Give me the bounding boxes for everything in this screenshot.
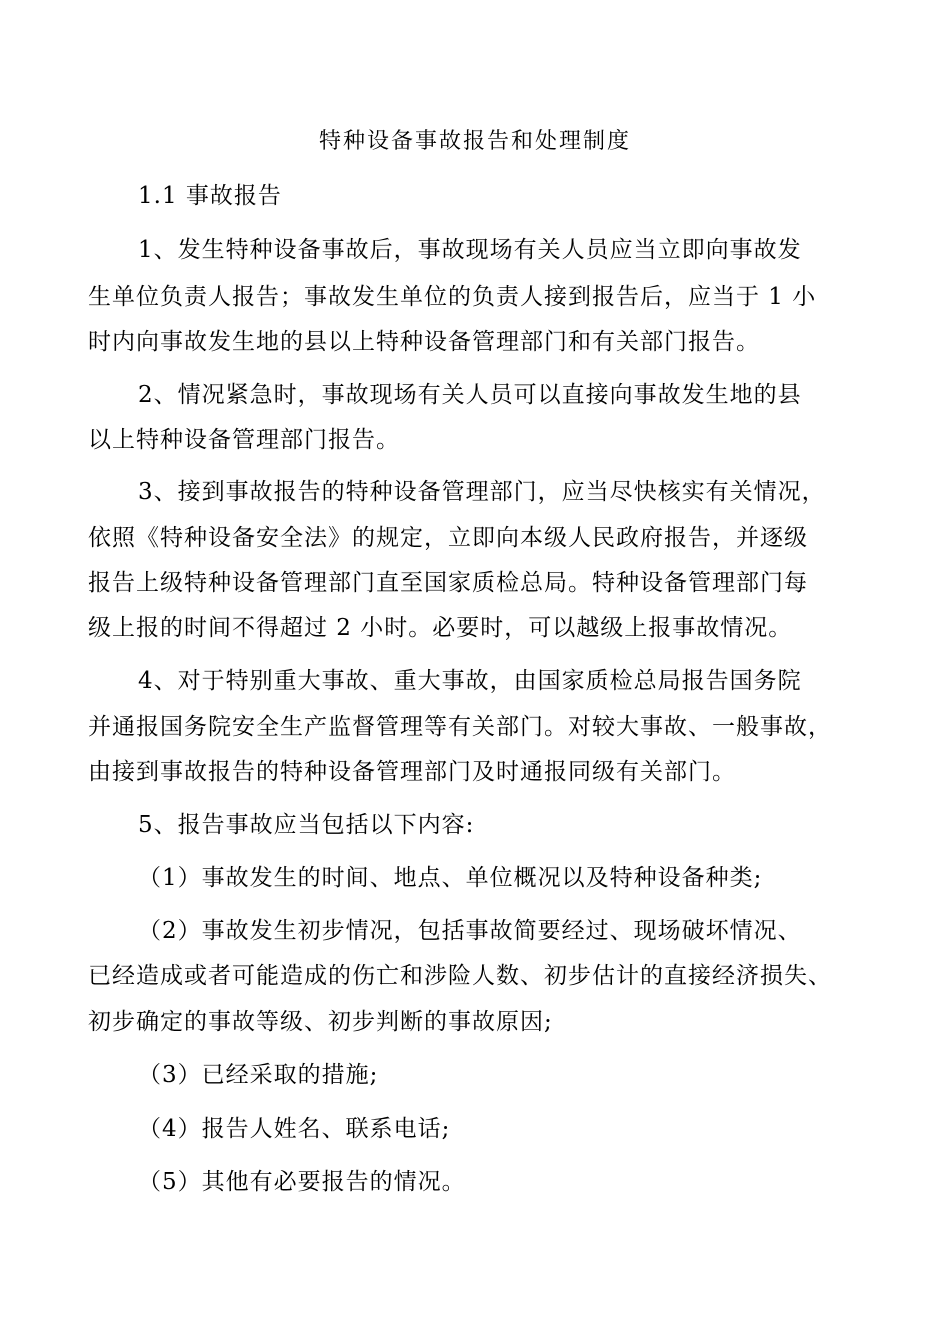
list-item-2-line-3: 初步确定的事故等级、初步判断的事故原因; [88, 1009, 553, 1035]
list-item-2-line-1: （2）事故发生初步情况，包括事故简要经过、现场破坏情况、 [138, 918, 802, 944]
paragraph-4-line-3: 由接到事故报告的特种设备管理部门及时通报同级有关部门。 [88, 759, 736, 785]
paragraph-3-line-2: 依照《特种设备安全法》的规定，立即向本级人民政府报告，并逐级 [88, 525, 808, 551]
list-item-4: （4）报告人姓名、联系电话; [138, 1116, 451, 1142]
paragraph-1-line-3: 时内向事故发生地的县以上特种设备管理部门和有关部门报告。 [88, 329, 760, 355]
paragraph-3-line-3: 报告上级特种设备管理部门直至国家质检总局。特种设备管理部门每 [88, 570, 808, 596]
list-item-1: （1）事故发生的时间、地点、单位概况以及特种设备种类; [138, 865, 763, 891]
paragraph-3-line-4: 级上报的时间不得超过 2 小时。必要时，可以越级上报事故情况。 [88, 615, 793, 641]
paragraph-4-line-2: 并通报国务院安全生产监督管理等有关部门。对较大事故、一般事故， [88, 714, 832, 740]
list-item-5: （5）其他有必要报告的情况。 [138, 1169, 466, 1195]
paragraph-4-line-1: 4、对于特别重大事故、重大事故，由国家质检总局报告国务院 [138, 668, 802, 694]
paragraph-2-line-1: 2、情况紧急时，事故现场有关人员可以直接向事故发生地的县 [138, 382, 802, 408]
list-item-3: （3）已经采取的措施; [138, 1062, 379, 1088]
list-item-2-line-2: 已经造成或者可能造成的伤亡和涉险人数、初步估计的直接经济损失、 [88, 963, 832, 989]
paragraph-1-line-2: 生单位负责人报告；事故发生单位的负责人接到报告后，应当于 1 小 [88, 284, 817, 310]
paragraph-1-line-1: 1、发生特种设备事故后，事故现场有关人员应当立即向事故发 [138, 237, 802, 263]
section-heading: 1.1 事故报告 [138, 183, 282, 209]
document-title: 特种设备事故报告和处理制度 [318, 129, 631, 154]
paragraph-3-line-1: 3、接到事故报告的特种设备管理部门，应当尽快核实有关情况， [138, 479, 826, 505]
paragraph-2-line-2: 以上特种设备管理部门报告。 [88, 427, 400, 453]
paragraph-5-line-1: 5、报告事故应当包括以下内容: [138, 812, 475, 838]
